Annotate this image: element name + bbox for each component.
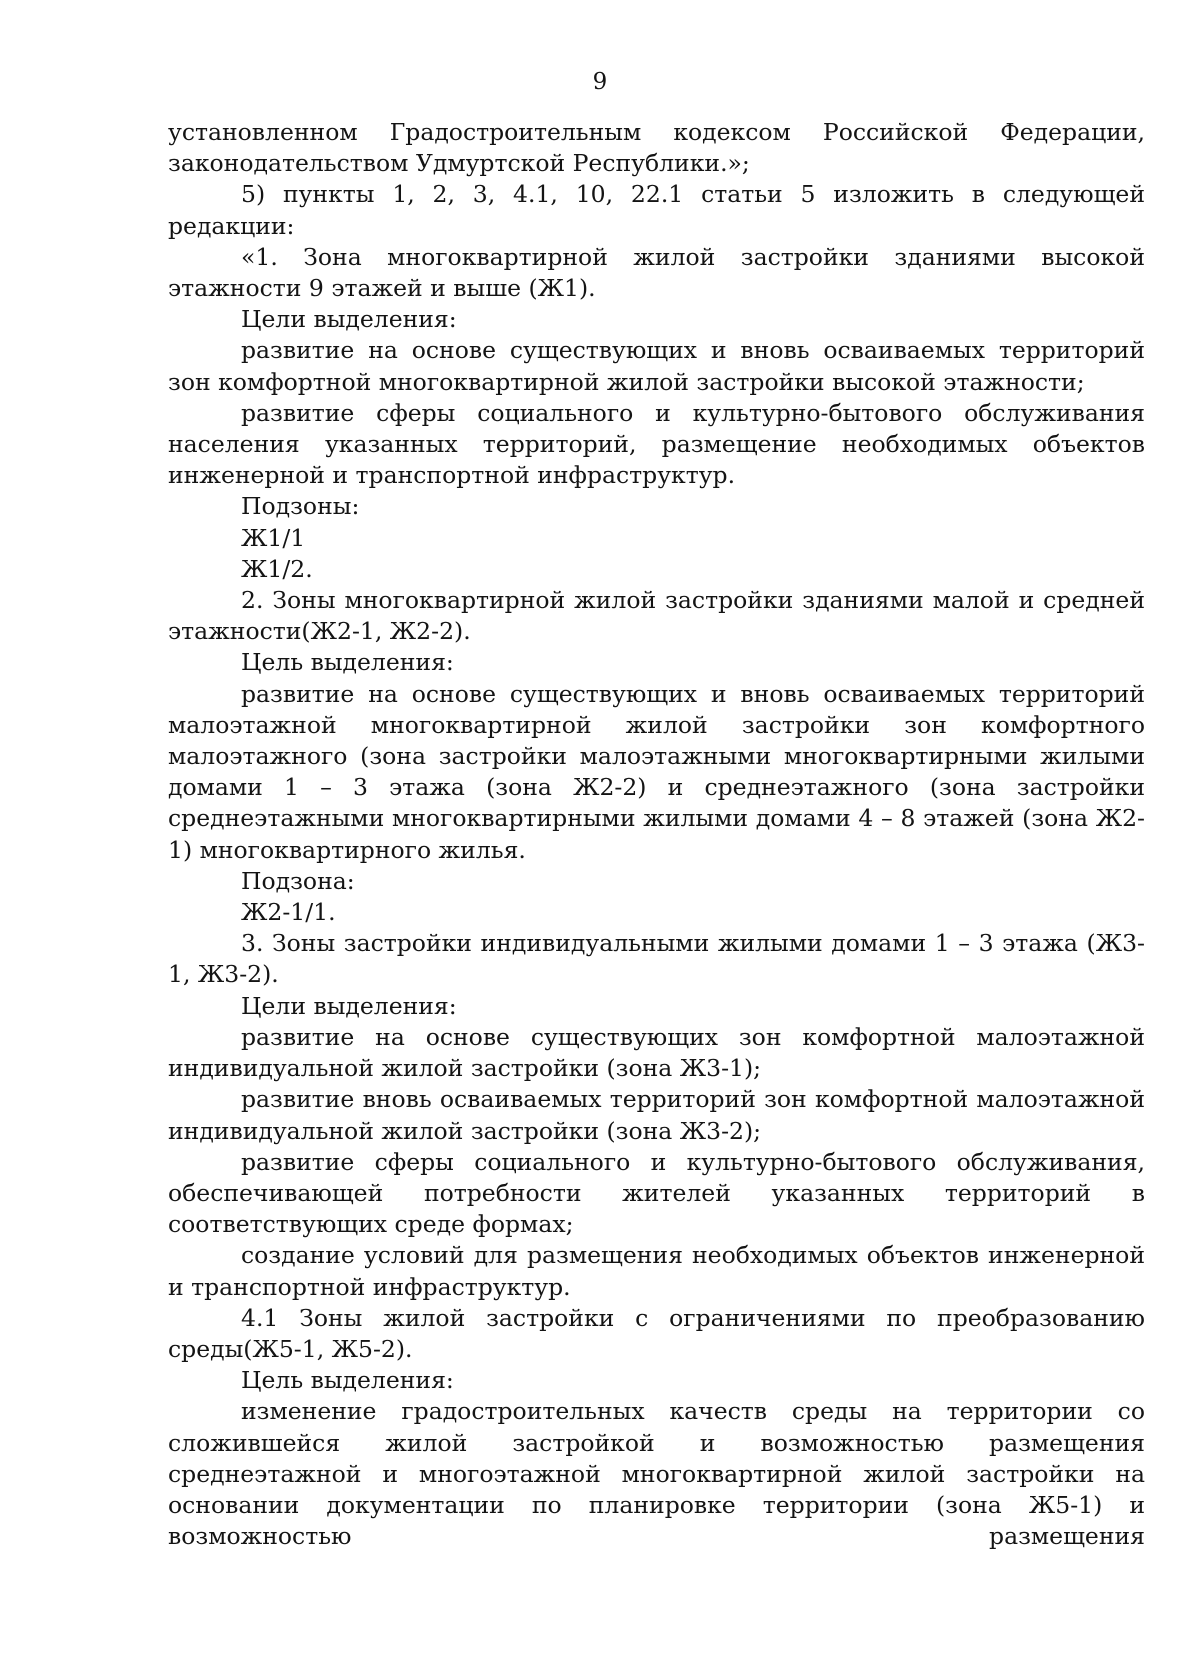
paragraph-14: 3. Зоны застройки индивидуальными жилыми домами 1 – 3 этажа (Ж3-1, Ж3-2). bbox=[168, 929, 1145, 989]
paragraph-5: развитие сферы социального и культурно-бытового обслуживания населения указанных территорий, размещение необходимых объектов инженерной и транспортной инфраструктур. bbox=[168, 398, 1145, 490]
paragraph-11: развитие на основе существующих и вновь осваиваемых территорий малоэтажной многоквартирной жилой застройки зон комфортного малоэтажного (зона застройки малоэтажными многоквартирными жилыми домами 1 – 3 этажа (зона Ж2-2) и среднеэтажного (зона застройки среднеэтажными многоквартирными жилыми домами 4 – 8 этажей (зона Ж2-1) многоквартирного жилья. bbox=[168, 679, 1145, 864]
paragraph-21: Цель выделения: bbox=[241, 1366, 454, 1395]
paragraph-19: создание условий для размещения необходимых объектов инженерной и транспортной инфраструктур. bbox=[168, 1241, 1145, 1301]
page-number: 9 bbox=[592, 69, 608, 95]
paragraph-8: Ж1/2. bbox=[241, 554, 313, 583]
paragraph-6: Подзоны: bbox=[241, 492, 360, 521]
paragraph-15: Цели выделения: bbox=[241, 991, 457, 1020]
paragraph-4: развитие на основе существующих и вновь осваиваемых территорий зон комфортной многоквартирной жилой застройки высокой этажности; bbox=[168, 336, 1145, 396]
paragraph-22: изменение градостроительных качеств среды на территории со сложившейся жилой застройкой и возможностью размещения среднеэтажной и многоэтажной многоквартирной жилой застройки на основании документации по планировке территории (зона Ж5-1) и возможностью размещения bbox=[168, 1397, 1145, 1551]
paragraph-3: Цели выделения: bbox=[241, 305, 457, 334]
paragraph-0: установленном Градостроительным кодексом Российской Федерации, законодательством Удмуртской Республики.»; bbox=[168, 118, 1145, 178]
paragraph-13: Ж2-1/1. bbox=[241, 898, 336, 927]
paragraph-7: Ж1/1 bbox=[241, 523, 306, 552]
paragraph-16: развитие на основе существующих зон комфортной малоэтажной индивидуальной жилой застройки (зона Ж3-1); bbox=[168, 1022, 1145, 1083]
paragraph-20: 4.1 Зоны жилой застройки с ограничениями по преобразованию среды(Ж5-1, Ж5-2). bbox=[168, 1303, 1145, 1363]
paragraph-12: Подзона: bbox=[241, 866, 355, 895]
paragraph-2: «1. Зона многоквартирной жилой застройки зданиями высокой этажности 9 этажей и выше (Ж1). bbox=[168, 242, 1145, 303]
paragraph-9: 2. Зоны многоквартирной жилой застройки зданиями малой и средней этажности(Ж2-1, Ж2-2). bbox=[168, 586, 1145, 646]
paragraph-18: развитие сферы социального и культурно-бытового обслуживания, обеспечивающей потребности жителей указанных территорий в соответствующих среде формах; bbox=[168, 1147, 1145, 1239]
paragraph-17: развитие вновь осваиваемых территорий зон комфортной малоэтажной индивидуальной жилой застройки (зона Ж3-2); bbox=[168, 1085, 1145, 1145]
document-body bbox=[168, 117, 1145, 1552]
paragraph-10: Цель выделения: bbox=[241, 648, 454, 677]
paragraph-1: 5) пункты 1, 2, 3, 4.1, 10, 22.1 статьи 5 изложить в следующей редакции: bbox=[168, 180, 1145, 240]
